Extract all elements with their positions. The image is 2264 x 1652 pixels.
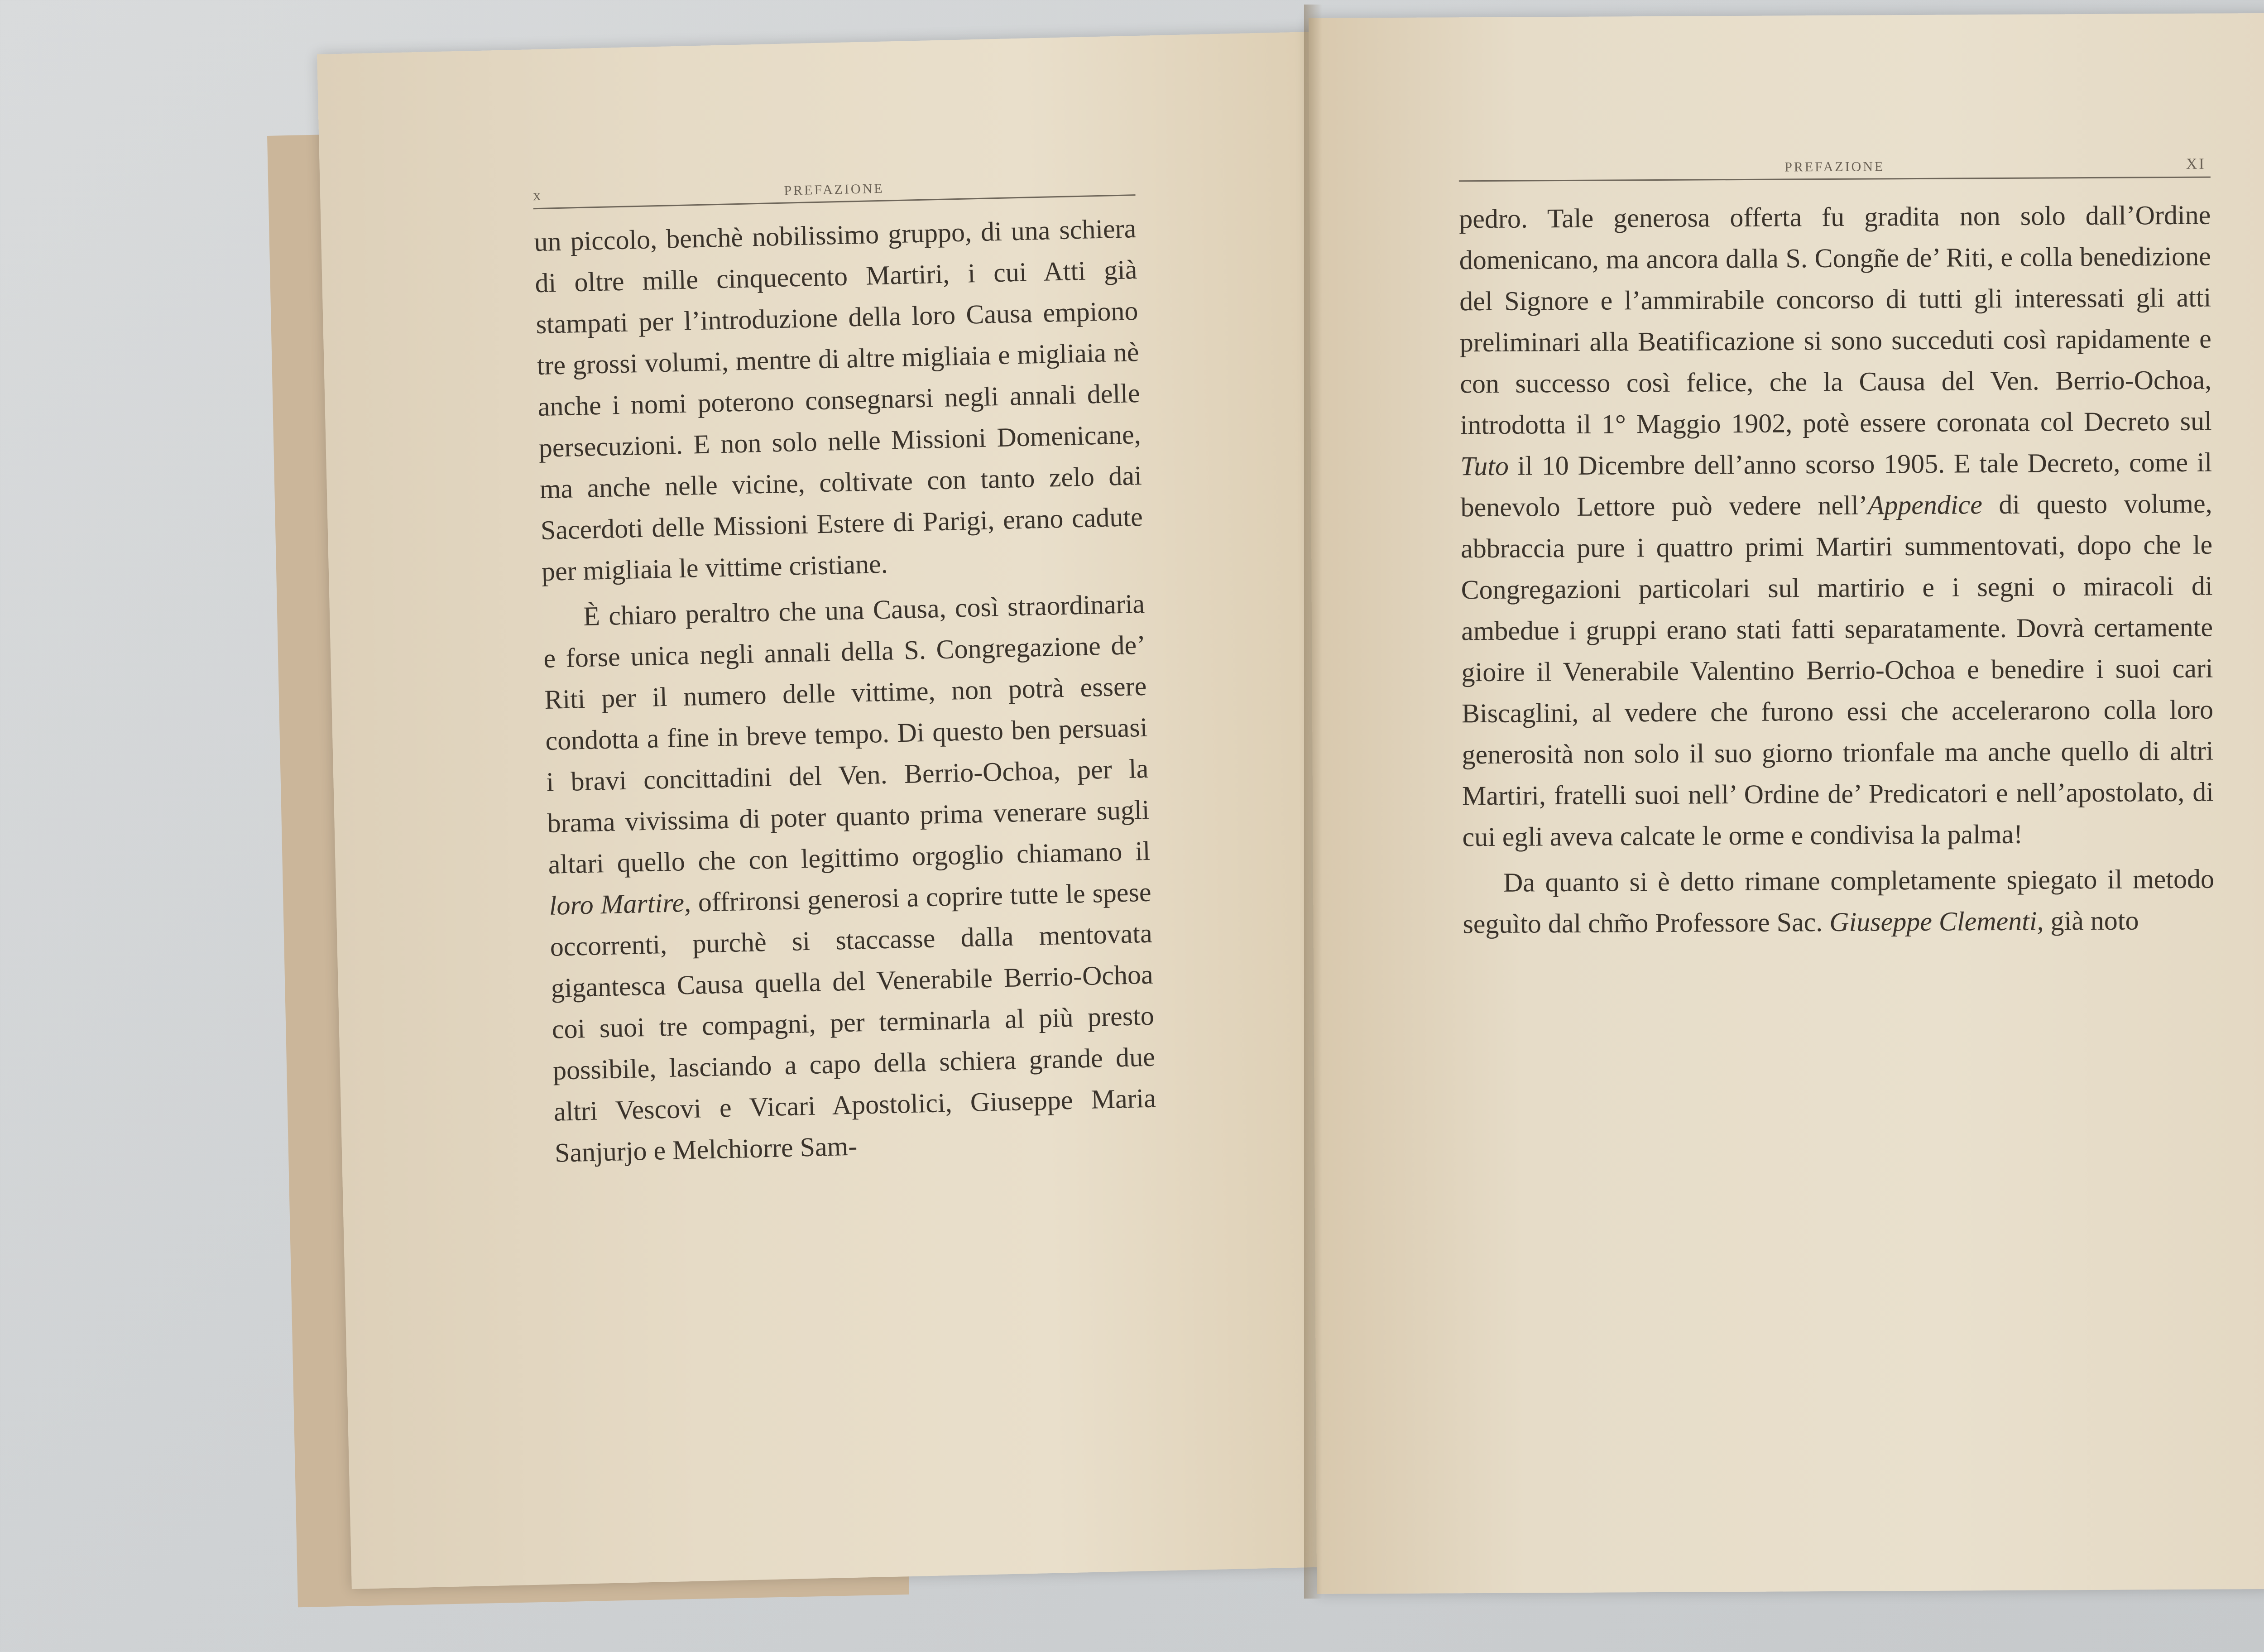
right-page-text xyxy=(1459,195,2215,945)
left-page-number: x xyxy=(532,187,543,204)
text-run: un piccolo, benchè nobilissimo gruppo, di una schiera di oltre mille cinquecento Martiri, i cui Atti già stampati per l’introduzione della loro Causa empiono tre grossi volumi, mentre di altre migliaia e migliaia nè anche i nomi poterono consegnarsi negli annali delle persecuzioni. E non solo nelle Missioni Domenicane, ma anche nelle vicine, coltivate con tanto zelo dai Sacerdoti delle Missioni Estere di Parigi, erano cadute per migliaia le vittime cristiane. xyxy=(533,213,1143,587)
text-run: pedro. Tale generosa offerta fu gradita non solo dall’Ordine domenicano, ma ancora dalla S. Congñe de’ Riti, e colla benedizione del Signore e l’ammirabile concorso di tutti gli interessati gli atti preliminari alla Beatificazione si sono succeduti così rapidamente e con successo così felice, che la Causa del Ven. Berrio-Ochoa, introdotta il 1° Maggio 1902, potè essere coronata col Decreto sul xyxy=(1459,200,2212,440)
text-run: Da quanto si è detto rimane completamente spiegato il metodo seguìto dal chm̃o Professore Sac. xyxy=(1463,864,2215,939)
text-run: già noto xyxy=(2043,905,2139,936)
text-run: il 10 Dicembre dell’anno scorso 1905. E tale Decreto, come il benevolo Lettore può vedere nell’ xyxy=(1460,447,2212,523)
right-page-number: XI xyxy=(2186,155,2206,173)
left-running-title: PREFAZIONE xyxy=(784,181,884,198)
paragraph xyxy=(542,583,1157,1174)
right-running-head xyxy=(1459,149,2211,182)
paragraph xyxy=(1463,859,2215,945)
left-running-head xyxy=(532,167,1135,209)
left-page-text xyxy=(534,208,1157,1174)
paragraph xyxy=(1459,195,2214,858)
italic-text: Tuto xyxy=(1460,451,1509,481)
book-gutter xyxy=(1304,5,1322,1599)
italic-text: loro Martire, xyxy=(549,887,691,921)
right-page xyxy=(1309,13,2264,1594)
right-running-title: PREFAZIONE xyxy=(1784,159,1885,175)
text-run: È chiaro peraltro che una Causa, così straordinaria e forse unica negli annali della S. Congregazione de’ Riti per il numero delle vittime, non potrà essere condotta a fine in breve tempo. Di questo ben persuasi i bravi concittadini del Ven. Berrio-Ochoa, per la brama vivissima di poter quanto prima venerare sugli altari quello che con legittimo orgoglio chiamano il xyxy=(543,588,1151,879)
text-run: offrironsi generosi a coprire tutte le spese occorrenti, purchè si staccasse dalla mentovata gigantesca Causa quella del Venerabile Berrio-Ochoa coi suoi tre compagni, per terminarla al più presto possibile, lasciando a capo della schiera grande due altri Vescovi e Vicari Apostolici, Giuseppe Maria Sanjurjo e Melchiorre Sam- xyxy=(550,877,1156,1168)
italic-text: Appendice xyxy=(1867,490,1983,520)
italic-text: Giuseppe Clementi, xyxy=(1829,906,2044,937)
left-page xyxy=(317,31,1361,1589)
text-run: di questo volume, abbraccia pure i quattro primi Martiri summentovati, dopo che le Congregazioni particolari sul martirio e i segni o miracoli di ambedue i gruppi erano stati fatti separatamente. Dovrà certamente gioire il Venerabile Valentino Berrio-Ochoa e benedire i suoi cari Biscaglini, al vedere che furono essi che accelerarono colla loro generosità non solo il suo giorno trionfale ma anche quello di altri Martiri, fratelli suoi nell’ Ordine de’ Predicatori e nell’apostolato, di cui egli aveva calcate le orme e condivisa la palma! xyxy=(1460,488,2214,852)
paragraph xyxy=(534,208,1144,592)
